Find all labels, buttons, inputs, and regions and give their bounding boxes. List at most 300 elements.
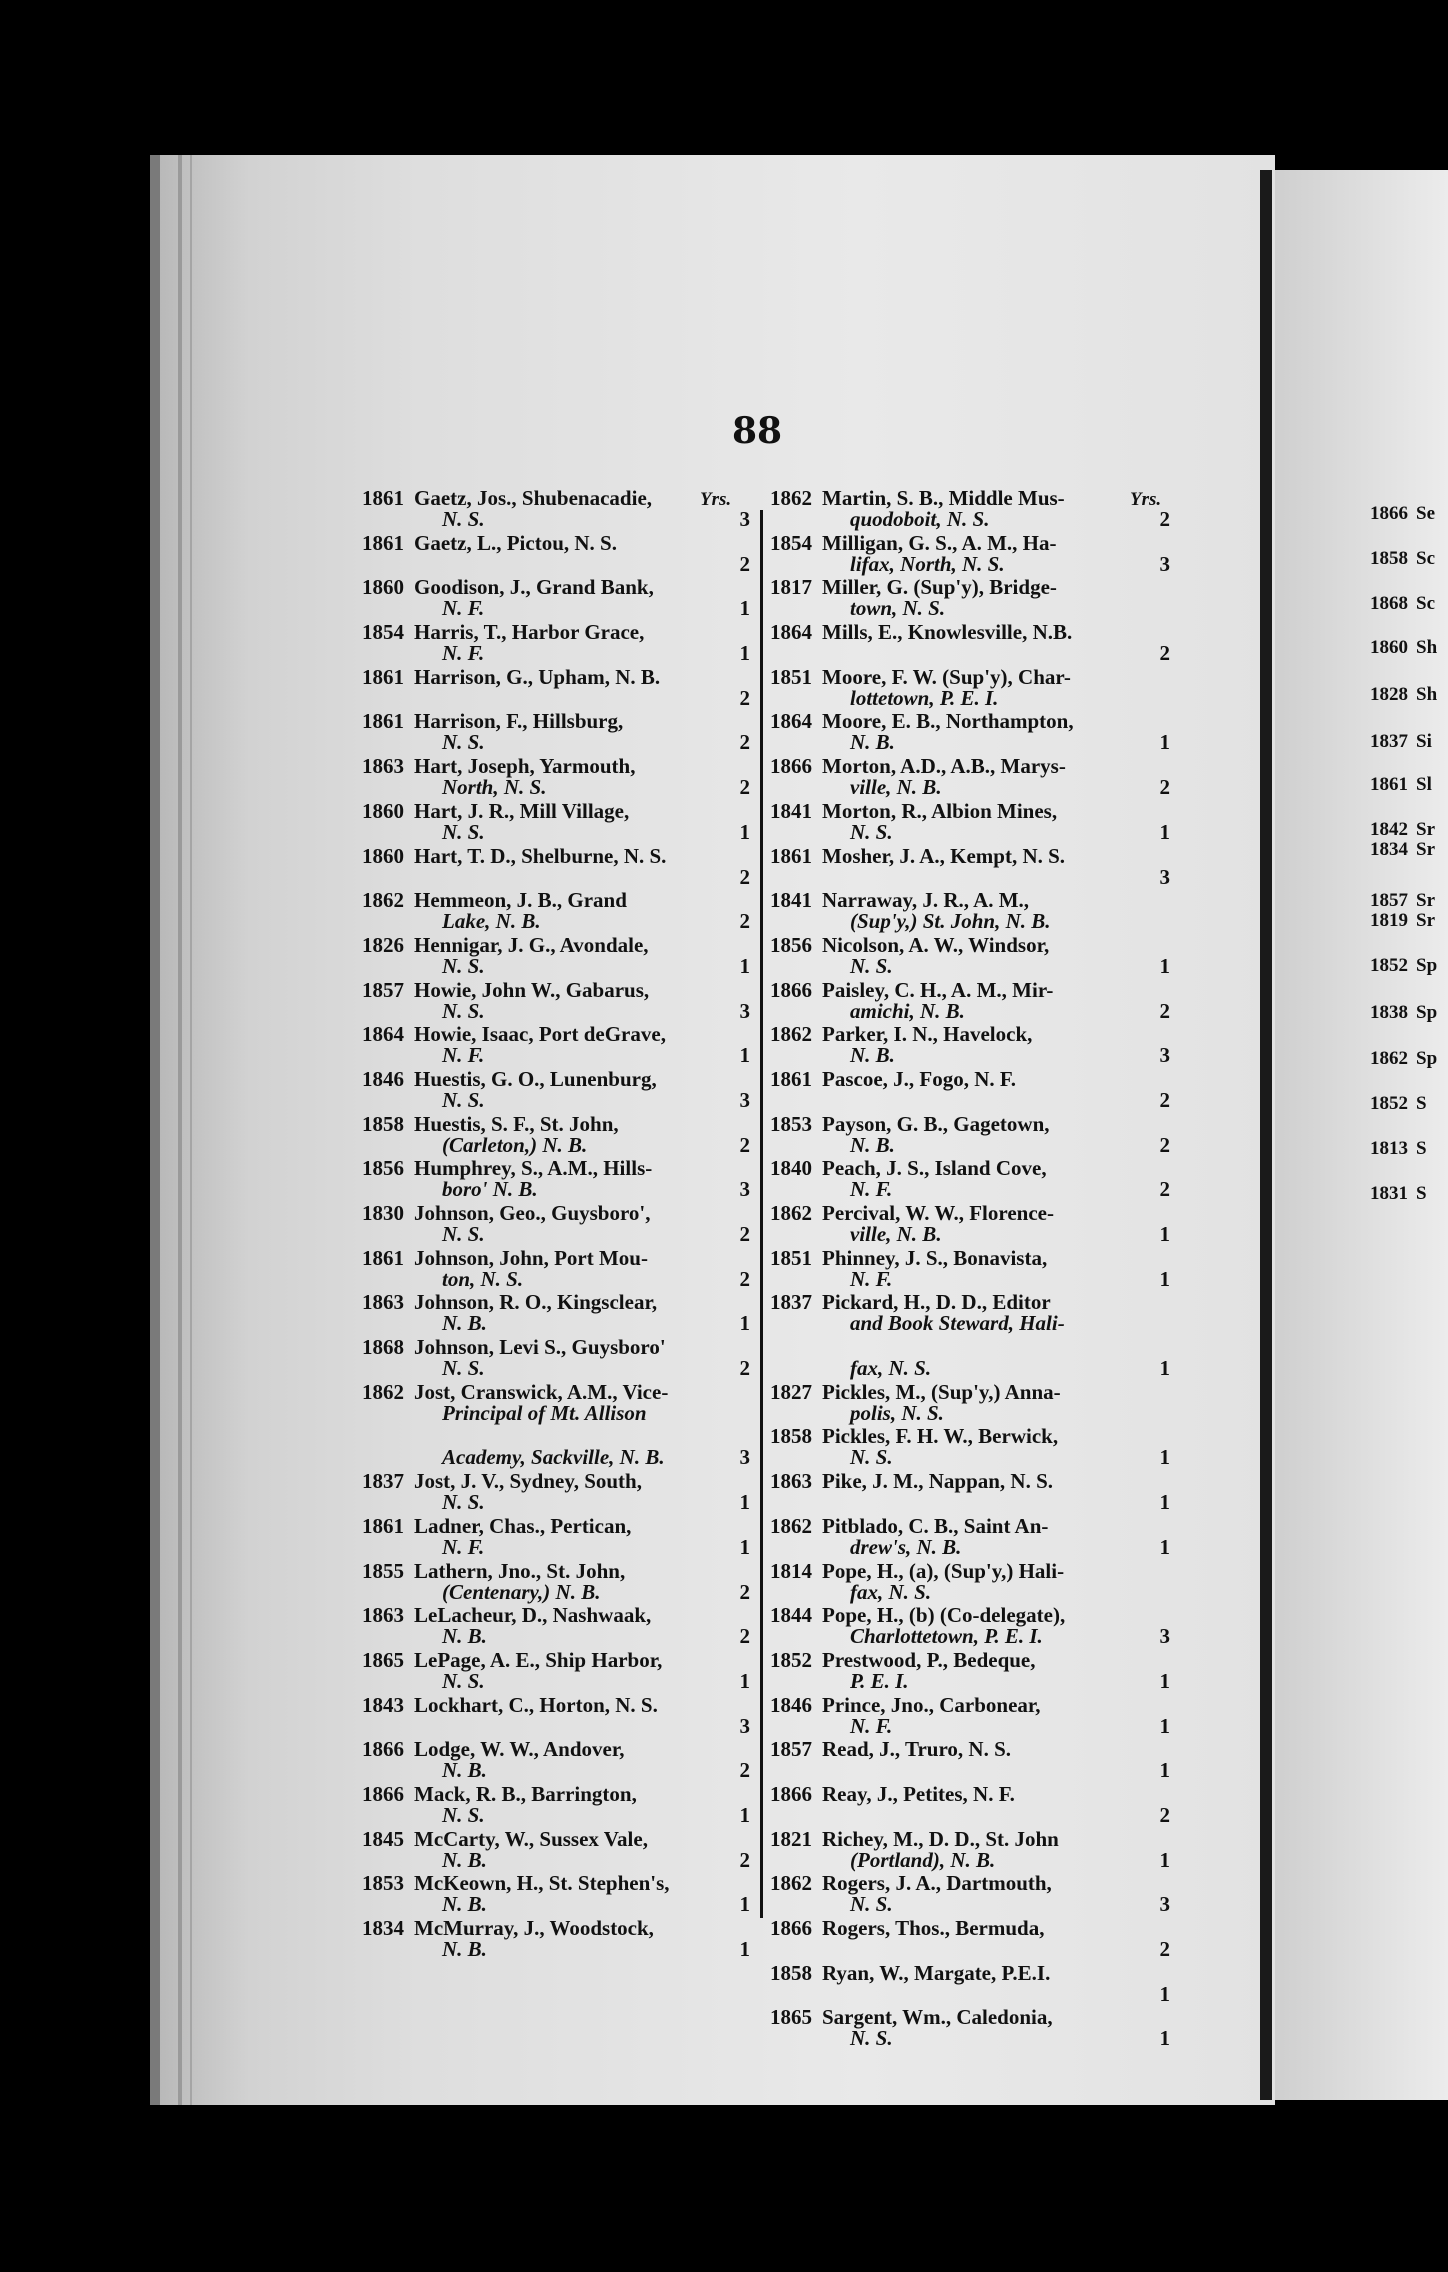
list-item [770,1203,1170,1248]
list-item [362,530,750,578]
entry-years-served: 1 [739,1892,750,1917]
list-item [770,577,1170,622]
entry-name: Ladner, Chas., Pertican, [414,1513,632,1538]
entry-place: N. B. [442,1892,487,1917]
facing-entry-text: Sh [1416,637,1438,658]
entry-year: 1866 [770,1781,812,1806]
entry-name: Hennigar, J. G., Avondale, [414,932,649,957]
entry-year: 1854 [770,530,812,555]
entry-year: 1866 [362,1781,404,1806]
facing-entry-text: S [1416,1093,1427,1114]
entry-year: 1862 [770,486,812,510]
entry-line [770,1203,1054,1224]
list-item [362,711,750,756]
facing-entry-text: Sp [1416,1002,1438,1023]
facing-entry-text: S [1416,1183,1427,1204]
entry-year: 1862 [770,1513,812,1538]
column-divider [760,510,763,1918]
entry-name: Gaetz, Jos., Shubenacadie, [414,486,653,510]
entry-year: 1856 [362,1156,404,1181]
entry-name: Mack, R. B., Barrington, [414,1781,637,1806]
entry-line [362,1647,663,1672]
entry-years-served: 2 [1159,641,1170,666]
facing-entry-text: Sl [1416,774,1432,795]
entry-line [770,1918,1044,1939]
entry-name: Prestwood, P., Bedeque, [822,1647,1036,1672]
list-item [362,1692,750,1740]
list-item [770,1158,1170,1203]
entry-year: 1841 [770,888,812,913]
entry-name: Howie, John W., Gabarus, [414,977,650,1002]
page-number: 88 [732,410,783,452]
entry-place: (Sup'y,) St. John, N. B. [850,909,1051,934]
entry-year: 1837 [770,1290,812,1315]
entry-place: amichi, N. B. [850,998,965,1023]
entry-years-served: 1 [739,1937,750,1961]
facing-entry-year: 1868 [1370,593,1408,614]
entry-year: 1853 [770,1111,812,1136]
entry-years-served: 3 [739,1177,750,1202]
list-item [362,1918,750,1963]
facing-page-entry [1370,637,1437,659]
entry-line [770,1873,1052,1894]
entry-line [770,1111,1050,1136]
entry-years-served: 2 [739,685,750,710]
entry-place: N. B. [850,1132,895,1157]
entry-line [770,1558,1065,1583]
list-item [770,1647,1170,1695]
entry-place: N. F. [442,1043,485,1068]
entry-place: N. S. [850,953,893,978]
entry-name: Mosher, J. A., Kempt, N. S. [822,843,1066,868]
entry-line [770,1739,1011,1760]
entry-line [362,756,635,777]
list-item [362,488,750,533]
facing-entry-year: 1831 [1370,1183,1408,1204]
entry-name: Hart, T. D., Shelburne, N. S. [414,843,667,868]
entry-year: 1865 [770,2005,812,2030]
entry-line [770,1781,1015,1806]
facing-page-entry [1370,890,1435,912]
list-item [770,1379,1170,1427]
entry-year: 1863 [362,1290,404,1315]
entry-place: N. S. [442,953,485,978]
entry-place: N. B. [442,1847,487,1872]
entry-year: 1863 [770,1469,812,1494]
entry-line [770,1471,1053,1492]
entry-year: 1852 [770,1647,812,1672]
entry-line [770,1513,1049,1538]
facing-page-entry [1370,819,1435,841]
entry-years-served: 2 [739,1222,750,1246]
entry-line [362,664,661,689]
entry-name: Pascoe, J., Fogo, N. F. [822,1066,1017,1091]
entry-year: 1861 [362,1245,404,1270]
entry-name: Nicolson, A. W., Windsor, [822,932,1050,957]
entry-name: Harrison, F., Hillsburg, [414,709,624,734]
entry-name: Martin, S. B., Middle Mus- [822,486,1065,510]
entry-year: 1830 [362,1201,404,1225]
entry-years-served: 2 [739,1266,750,1291]
entry-year: 1851 [770,1245,812,1270]
entry-line [770,798,1058,823]
list-item [770,1918,1170,1963]
list-item [362,1558,750,1606]
entry-place: N. F. [850,1177,893,1202]
list-item [362,798,750,846]
list-item [362,1292,750,1337]
facing-page-entry [1370,684,1437,706]
list-item [770,843,1170,891]
entry-place: N. S. [850,1445,893,1470]
entry-place: N. S. [442,1222,485,1246]
facing-entry-year: 1860 [1370,637,1408,658]
facing-entry-year: 1828 [1370,684,1408,705]
entry-year: 1866 [362,1737,404,1762]
entry-place: (Centenary,) N. B. [442,1579,601,1604]
entry-years-served: 1 [739,1311,750,1336]
entry-line [770,1379,1061,1404]
entry-year: 1866 [770,977,812,1002]
list-item [770,664,1170,712]
entry-name: Hemmeon, J. B., Grand [414,888,627,913]
facing-page-entry [1370,1138,1427,1160]
entry-name: Mills, E., Knowlesville, N.B. [822,620,1073,645]
entry-place: polis, N. S. [850,1400,944,1425]
entry-name: Morton, R., Albion Mines, [822,798,1058,823]
list-item [770,1111,1170,1159]
left-column [362,488,750,1963]
entry-name: Paisley, C. H., A. M., Mir- [822,977,1054,1002]
entry-year: 1864 [770,709,812,734]
entry-years-served: 2 [739,1132,750,1157]
entry-years-served: 3 [739,1445,750,1470]
entry-line [770,664,1071,689]
entry-place: N. F. [442,596,485,621]
entry-place: N. S. [442,819,485,844]
facing-entry-text: Si [1416,731,1432,752]
entry-place: boro' N. B. [442,1177,538,1202]
entry-years-served: 2 [739,1579,750,1604]
entry-line [362,1024,666,1045]
entry-year: 1858 [362,1111,404,1136]
entry-line [770,530,1057,555]
entry-name: Milligan, G. S., A. M., Ha- [822,530,1057,555]
entry-line [362,932,649,957]
entry-years-served: 1 [739,1534,750,1559]
entry-years-served: 2 [739,730,750,755]
entry-year: 1862 [362,1379,404,1404]
entry-name: Huestis, S. F., St. John, [414,1111,619,1136]
entry-line [362,577,654,598]
entry-name: McMurray, J., Woodstock, [414,1916,654,1940]
facing-page-entry [1370,1183,1427,1205]
entry-name: Moore, E. B., Northampton, [822,709,1074,734]
entry-year: 1846 [362,1066,404,1091]
list-item [362,664,750,712]
facing-entry-year: 1842 [1370,819,1408,840]
yrs-header-right: Yrs. [1130,489,1162,510]
entry-line [770,1826,1059,1851]
entry-years-served: 2 [739,909,750,934]
facing-page-entry [1370,1002,1437,1024]
list-item [770,1739,1170,1784]
entry-place: N. F. [850,1266,893,1291]
list-item [770,1692,1170,1740]
entry-years-served: 1 [1159,730,1170,755]
entry-line [362,1379,669,1404]
entry-line [362,843,667,868]
entry-years-served: 1 [739,819,750,844]
entry-name: Harris, T., Harbor Grace, [414,620,645,645]
entry-year: 1841 [770,798,812,823]
list-item [362,1111,750,1159]
entry-year: 1855 [362,1558,404,1583]
entry-years-served: 1 [1159,953,1170,978]
entry-name: Howie, Isaac, Port deGrave, [414,1022,666,1047]
entry-year: 1861 [362,709,404,734]
facing-entry-text: Sh [1416,684,1438,705]
entry-name: Rogers, Thos., Bermuda, [822,1916,1045,1940]
facing-page-entry [1370,910,1435,932]
list-item [770,1292,1170,1337]
entry-year: 1860 [362,843,404,868]
entry-years-served: 1 [1159,1490,1170,1515]
entry-name: Pike, J. M., Nappan, N. S. [822,1469,1054,1494]
entry-line [362,1605,651,1626]
entry-line [770,1605,1065,1626]
entry-years-served: 1 [1159,2026,1170,2051]
entry-line [770,1066,1017,1091]
entry-place: and Book Steward, Hali- [850,1311,1065,1336]
entry-line [770,932,1050,957]
list-item [770,530,1170,578]
entry-name: Johnson, Geo., Guysboro', [414,1201,651,1225]
entry-place: lifax, North, N. S. [850,551,1005,576]
entry-year: 1865 [362,1647,404,1672]
entry-name: Jost, J. V., Sydney, South, [414,1469,642,1494]
entry-line [362,1337,666,1358]
entry-name: Johnson, Levi S., Guysboro' [414,1335,666,1360]
facing-page [1275,170,1448,2100]
entry-line [770,1426,1058,1447]
entry-name: Pickard, H., D. D., Editor [822,1290,1051,1315]
entry-years-served: 1 [739,1490,750,1515]
entry-years-served: 3 [739,507,750,531]
list-item [770,1024,1170,1069]
entry-line [362,1158,652,1179]
list-item [362,1158,750,1203]
entry-name: McKeown, H., St. Stephen's, [414,1871,670,1896]
entry-line [362,1245,648,1270]
entry-year: 1840 [770,1156,812,1181]
entry-line [770,1245,1048,1270]
entry-year: 1860 [362,575,404,600]
entry-years-served: 1 [1159,1847,1170,1872]
entry-year: 1821 [770,1826,812,1851]
entry-place: N. S. [442,1087,485,1112]
entry-year: 1861 [362,664,404,689]
entry-years-served: 2 [1159,1087,1170,1112]
list-item [362,1605,750,1650]
entry-line [362,890,627,911]
list-item [770,1245,1170,1293]
facing-entry-text: Sc [1416,593,1435,614]
entry-line [362,1426,414,1447]
entry-years-served: 2 [1159,1177,1170,1202]
entry-line [770,1960,1051,1985]
entry-years-served: 2 [739,1356,750,1381]
entry-line [770,1692,1041,1717]
entry-place: fax, N. S. [850,1356,932,1381]
entry-name: Moore, F. W. (Sup'y), Char- [822,664,1071,689]
entry-line [770,843,1066,868]
entry-place: N. B. [442,1311,487,1336]
facing-entry-year: 1862 [1370,1048,1408,1069]
entry-line [770,1158,1047,1179]
entry-name: Pickles, F. H. W., Berwick, [822,1424,1059,1449]
entry-years-served: 1 [1159,1981,1170,2006]
entry-place: N. S. [442,1490,485,1515]
entry-place: N. F. [850,1713,893,1738]
list-item [362,1203,750,1248]
facing-page-entry [1370,1093,1427,1115]
facing-entry-year: 1834 [1370,839,1408,860]
entry-line [770,622,1072,643]
entry-line [362,1203,651,1224]
entry-years-served: 1 [1159,1758,1170,1783]
entry-name: Phinney, J. S., Bonavista, [822,1245,1048,1270]
entry-years-served: 3 [1159,1043,1170,1068]
entry-year: 1826 [362,932,404,957]
entry-year: 1860 [362,798,404,823]
entry-name: Gaetz, L., Pictou, N. S. [414,530,617,555]
facing-entry-year: 1837 [1370,731,1408,752]
entry-place: (Carleton,) N. B. [442,1132,588,1157]
list-item [770,711,1170,756]
entry-year: 1861 [770,1066,812,1091]
entry-years-served: 2 [1159,775,1170,800]
facing-entry-year: 1858 [1370,548,1408,569]
entry-name: Pickles, M., (Sup'y,) Anna- [822,1379,1061,1404]
book-spine [1260,170,1272,2100]
entry-line [362,1826,648,1851]
entry-place: N. S. [850,819,893,844]
list-item [362,1781,750,1829]
entry-year: 1864 [770,620,812,645]
entry-name: Narraway, J. R., A. M., [822,888,1030,913]
entry-name: Read, J., Truro, N. S. [822,1737,1012,1762]
entry-name: Rogers, J. A., Dartmouth, [822,1871,1052,1896]
list-item [770,932,1170,980]
entry-place: N. B. [442,1937,487,1961]
entry-year: 1857 [362,977,404,1002]
entry-year: 1817 [770,575,812,600]
entry-place: ville, N. B. [850,775,942,800]
entry-place: N. S. [850,1892,893,1917]
facing-entry-year: 1861 [1370,774,1408,795]
entry-line [362,1873,670,1894]
facing-entry-year: 1852 [1370,955,1408,976]
entry-year: 1866 [770,754,812,779]
entry-line [770,1024,1032,1045]
entry-years-served: 1 [1159,1222,1170,1246]
entry-years-served: 3 [1159,1892,1170,1917]
entry-line [362,1918,654,1939]
list-item [362,1426,750,1471]
entry-name: Prince, Jno., Carbonear, [822,1692,1041,1717]
entry-place: ton, N. S. [442,1266,524,1291]
entry-name: Payson, G. B., Gagetown, [822,1111,1050,1136]
entry-line [362,1781,637,1806]
entry-years-served: 2 [739,1847,750,1872]
entry-line [362,977,650,1002]
list-item [770,2007,1170,2052]
entry-line [770,488,1065,509]
entry-line [770,1292,1051,1313]
facing-page-entry [1370,548,1435,570]
entry-name: Sargent, Wm., Caledonia, [822,2005,1053,2030]
entry-years-served: 3 [1159,1624,1170,1649]
entry-place: N. S. [442,998,485,1023]
list-item [770,1426,1170,1471]
list-item [362,577,750,622]
facing-entry-text: Sr [1416,819,1435,840]
entry-place: quodoboit, N. S. [850,507,990,531]
entry-name: LePage, A. E., Ship Harbor, [414,1647,663,1672]
entry-years-served: 1 [1159,1356,1170,1381]
entry-line [362,488,652,509]
entry-year: 1862 [770,1022,812,1047]
list-item [770,1066,1170,1114]
entry-year: 1827 [770,1379,812,1404]
list-item [770,756,1170,801]
entry-line [770,1647,1036,1672]
entry-place: N. B. [442,1624,487,1649]
entry-year: 1862 [770,1871,812,1896]
entry-year: 1861 [362,1513,404,1538]
list-item [362,1471,750,1516]
entry-years-served: 2 [1159,1802,1170,1827]
list-item [770,1781,1170,1829]
list-item [770,1558,1170,1606]
entry-year: 1861 [362,530,404,555]
entry-year: 1862 [362,888,404,913]
entry-years-served: 3 [739,1713,750,1738]
entry-years-served: 1 [1159,1534,1170,1559]
facing-page-entry [1370,503,1435,525]
entry-name: Richey, M., D. D., St. John [822,1826,1059,1851]
entry-line [770,2007,1053,2028]
entry-line [770,711,1074,732]
entry-years-served: 2 [1159,1937,1170,1961]
list-item [770,890,1170,935]
entry-years-served: 2 [739,551,750,576]
list-item [770,1826,1170,1874]
entry-place: N. S. [442,1802,485,1827]
entry-years-served: 1 [739,641,750,666]
entry-year: 1845 [362,1826,404,1851]
facing-entry-text: Sr [1416,910,1435,931]
right-column [770,488,1170,2052]
entry-name: Pitblado, C. B., Saint An- [822,1513,1049,1538]
entry-years-served: 1 [739,1043,750,1068]
list-item [362,843,750,891]
entry-place: Charlottetown, P. E. I. [850,1624,1043,1649]
entry-line [770,977,1054,1002]
facing-entry-text: Sr [1416,839,1435,860]
entry-name: Huestis, G. O., Lunenburg, [414,1066,657,1091]
